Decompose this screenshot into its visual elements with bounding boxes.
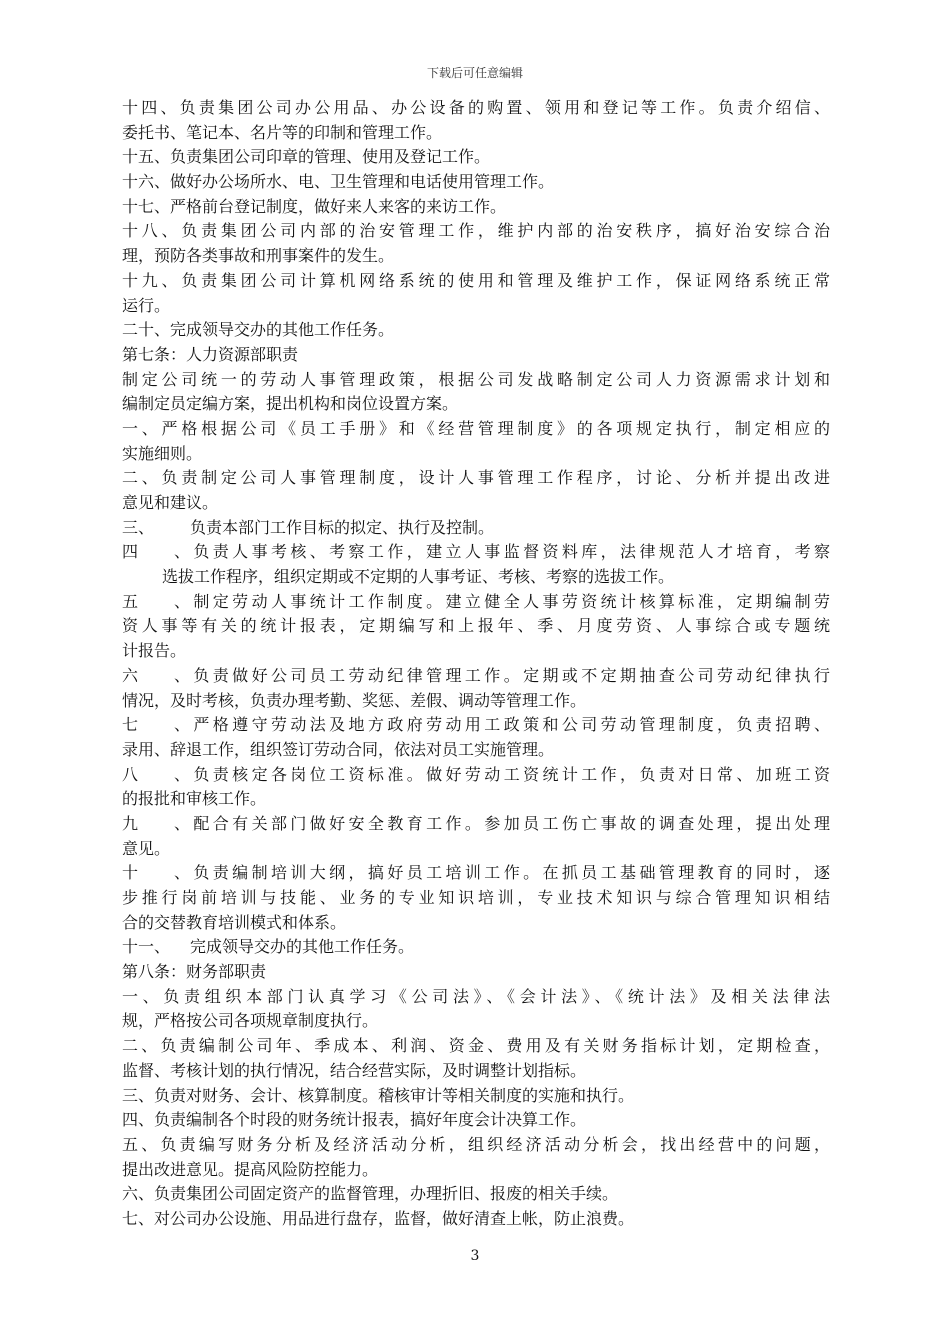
line-text: 运行。 bbox=[122, 295, 171, 315]
line-text: 录用、辞退工作，组织签订劳动合同，依法对员工实施管理。 bbox=[122, 739, 555, 759]
line-text: 意见和建议。 bbox=[122, 493, 219, 512]
line-text: 二、负责编制公司年、季成本、利润、资金、费用及有关财务指标计划，定期检查， bbox=[122, 1036, 830, 1056]
text-line bbox=[122, 392, 830, 417]
line-text: 严格遵守劳动法及地方政府劳动用工政策和公司劳动管理制度，负责招聘、 bbox=[190, 715, 830, 735]
line-text: 十七、严格前台登记制度，做好来人来客的来访工作。 bbox=[122, 196, 507, 216]
line-text: 委托书、笔记本、名片等的印制和管理工作。 bbox=[122, 122, 443, 142]
line-text: 制定劳动人事统计工作制度。建立健全人事劳资统计核算标准，定期编制劳 bbox=[190, 591, 830, 611]
text-line bbox=[122, 269, 830, 294]
text-line bbox=[122, 219, 830, 244]
line-text: 负责核定各岗位工资标准。做好劳动工资统计工作，负责对日常、加班工资 bbox=[190, 764, 830, 784]
item-number: 四、 bbox=[122, 542, 190, 562]
line-text: 十八、负责集团公司内部的治安管理工作，维护内部的治安秩序，搞好治安综合治 bbox=[122, 221, 830, 241]
line-text: 负责人事考核、考察工作，建立人事监督资料库，法律规范人才培育，考察 bbox=[190, 542, 830, 562]
line-text: 负责本部门工作目标的拟定、执行及控制。 bbox=[190, 517, 495, 537]
text-line bbox=[122, 886, 830, 911]
line-text: 的报批和审核工作。 bbox=[122, 789, 267, 809]
line-text: 负责做好公司员工劳动纪律管理工作。定期或不定期抽查公司劳动纪律执行 bbox=[190, 665, 830, 685]
item-number: 五、 bbox=[122, 591, 190, 611]
line-text: 负责编制培训大纲，搞好员工培训工作。在抓员工基础管理教育的同时，逐 bbox=[190, 863, 830, 883]
text-line bbox=[122, 614, 830, 639]
line-text: 步推行岗前培训与技能、业务的专业知识培训，专业技术知识与综合管理知识相结 bbox=[122, 888, 830, 907]
page-number: 3 bbox=[470, 1248, 480, 1264]
item-number: 七、 bbox=[122, 715, 190, 735]
text-line bbox=[122, 1084, 830, 1109]
line-text: 十五、负责集团公司印章的管理、使用及登记工作。 bbox=[122, 147, 491, 167]
line-text: 选拔工作程序，组织定期或不定期的人事考证、考核、考察的选拔工作。 bbox=[162, 567, 675, 587]
line-text: 编制定员定编方案，提出机构和岗位设置方案。 bbox=[122, 394, 459, 414]
text-line bbox=[122, 417, 830, 442]
line-text: 五、负责编写财务分析及经济活动分析，组织经济活动分析会，找出经营中的问题， bbox=[122, 1134, 830, 1154]
line-text: 二十、完成领导交办的其他工作任务。 bbox=[122, 320, 395, 340]
text-line bbox=[122, 1034, 830, 1059]
line-text: 配合有关部门做好安全教育工作。参加员工伤亡事故的调查处理，提出处理 bbox=[190, 813, 830, 833]
document-body bbox=[122, 96, 830, 1232]
line-text: 十九、负责集团公司计算机网络系统的使用和管理及维护工作，保证网络系统正常 bbox=[122, 270, 830, 290]
line-text: 监督、考核计划的执行情况，结合经营实际，及时调整计划指标。 bbox=[122, 1060, 587, 1080]
line-text: 十四、负责集团公司办公用品、办公设备的购置、领用和登记等工作。负责介绍信、 bbox=[122, 98, 830, 117]
text-line bbox=[122, 1133, 830, 1158]
text-line bbox=[122, 664, 830, 689]
line-text: 一、严格根据公司《员工手册》和《经营管理制度》的各项规定执行，制定相应的 bbox=[122, 418, 830, 438]
text-line bbox=[122, 787, 830, 812]
text-line bbox=[122, 318, 830, 343]
text-line bbox=[122, 639, 830, 664]
line-text: 理，预防各类事故和刑事案件的发生。 bbox=[122, 246, 395, 266]
text-line bbox=[122, 368, 830, 393]
line-text: 情况，及时考核，负责办理考勤、奖惩、差假、调动等管理工作。 bbox=[122, 690, 587, 710]
item-number: 八、 bbox=[122, 764, 190, 784]
line-text: 合的交替教育培训模式和体系。 bbox=[122, 912, 347, 932]
text-line bbox=[122, 1158, 830, 1183]
text-line bbox=[122, 96, 830, 121]
text-line bbox=[122, 540, 830, 565]
text-line bbox=[122, 516, 830, 541]
line-text: 七、对公司办公设施、用品进行盘存，监督，做好清查上帐，防止浪费。 bbox=[122, 1208, 635, 1228]
item-number: 十、 bbox=[122, 863, 190, 883]
page-header-note: 下载后可任意编辑 bbox=[426, 66, 523, 80]
text-line bbox=[122, 812, 830, 837]
text-line bbox=[122, 985, 830, 1010]
text-line bbox=[122, 442, 830, 467]
text-line bbox=[122, 689, 830, 714]
line-text: 资人事等有关的统计报表，定期编写和上报年、季、月度劳资、人事综合或专题统 bbox=[122, 616, 830, 636]
line-text: 制定公司统一的劳动人事管理政策，根据公司发战略制定公司人力资源需求计划和 bbox=[122, 369, 830, 389]
line-text: 意见。 bbox=[122, 838, 171, 858]
item-number: 九、 bbox=[122, 813, 190, 833]
text-line bbox=[122, 170, 830, 195]
text-line bbox=[122, 1207, 830, 1232]
line-text: 第七条：人力资源部职责 bbox=[122, 344, 299, 364]
line-text: 一、负责组织本部门认真学习《公司法》、《会计法》、《统计法》及相关法律法 bbox=[122, 986, 830, 1006]
text-line bbox=[122, 837, 830, 862]
text-line bbox=[122, 935, 830, 960]
line-text: 提出改进意见。提高风险防控能力。 bbox=[122, 1159, 379, 1179]
text-line bbox=[122, 145, 830, 170]
line-text: 计报告。 bbox=[122, 641, 187, 661]
text-line bbox=[122, 343, 830, 368]
text-line bbox=[122, 565, 830, 590]
text-line bbox=[122, 861, 830, 886]
text-line bbox=[122, 244, 830, 269]
text-line bbox=[122, 713, 830, 738]
line-text: 第八条：财务部职责 bbox=[122, 962, 267, 982]
text-line bbox=[122, 294, 830, 319]
text-line bbox=[122, 763, 830, 788]
line-text: 规，严格按公司各项规章制度执行。 bbox=[122, 1011, 379, 1031]
line-text: 完成领导交办的其他工作任务。 bbox=[190, 937, 415, 957]
item-number: 十一、 bbox=[122, 937, 171, 957]
line-text: 三、负责对财务、会计、核算制度。稽核审计等相关制度的实施和执行。 bbox=[122, 1085, 635, 1105]
line-text: 十六、做好办公场所水、电、卫生管理和电话使用管理工作。 bbox=[122, 172, 555, 192]
text-line bbox=[122, 590, 830, 615]
text-line bbox=[122, 466, 830, 491]
text-line bbox=[122, 491, 830, 516]
item-number: 三、 bbox=[122, 517, 155, 537]
text-line bbox=[122, 1059, 830, 1084]
text-line bbox=[122, 738, 830, 763]
text-line bbox=[122, 1182, 830, 1207]
text-line bbox=[122, 960, 830, 985]
text-line bbox=[122, 911, 830, 936]
item-number: 六、 bbox=[122, 665, 190, 685]
text-line bbox=[122, 1009, 830, 1034]
line-text: 四、负责编制各个时段的财务统计报表，搞好年度会计决算工作。 bbox=[122, 1110, 587, 1130]
text-line bbox=[122, 1108, 830, 1133]
line-text: 二、负责制定公司人事管理制度，设计人事管理工作程序，讨论、分析并提出改进 bbox=[122, 468, 830, 488]
line-text: 六、负责集团公司固定资产的监督管理，办理折旧、报废的相关手续。 bbox=[122, 1184, 619, 1204]
line-text: 实施细则。 bbox=[122, 443, 203, 463]
text-line bbox=[122, 121, 830, 146]
text-line bbox=[122, 195, 830, 220]
